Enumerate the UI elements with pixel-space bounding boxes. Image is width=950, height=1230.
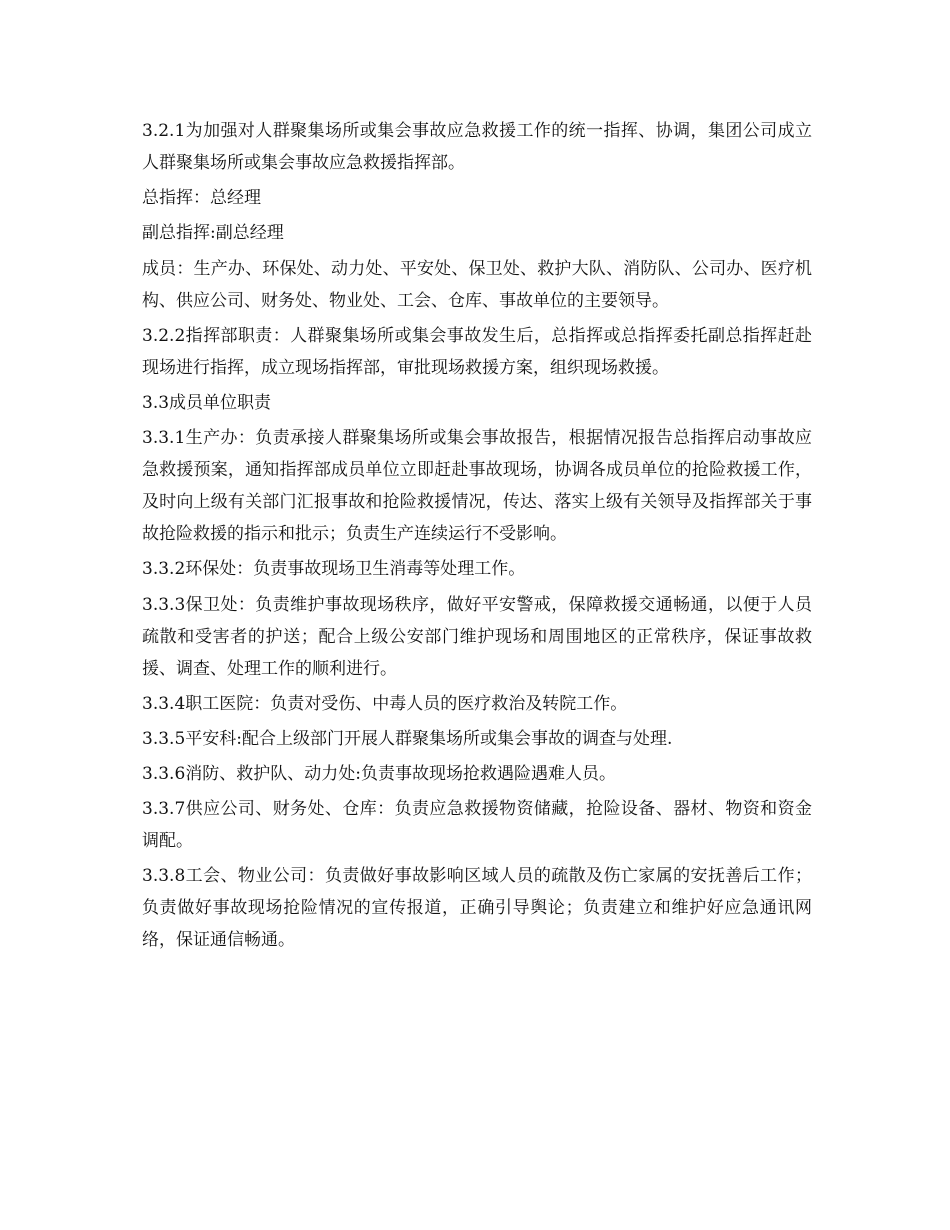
paragraph-commander: 总指挥：总经理 (142, 188, 261, 209)
paragraph-3-2-1: 3.2.1为加强对人群聚集场所或集会事故应急救援工作的统一指挥、协调，集团公司成立人群聚集场所或集会事故应急救援指挥部。 (142, 121, 812, 173)
paragraph-3-3-2: 3.3.2环保处：负责事故现场卫生消毒等处理工作。 (142, 559, 526, 580)
paragraph-3-3-1: 3.3.1生产办：负责承接人群聚集场所或集会事故报告，根据情况报告总指挥启动事故应急救援预案，通知指挥部成员单位立即赶赴事故现场，协调各成员单位的抢险救援工作，及时向上级有关部门汇报事故和抢险救援情况，传达、落实上级有关领导及指挥部关于事故抢险救援的指示和批示；负责生产连续运行不受影响。 (142, 428, 812, 545)
paragraph-3-3-4: 3.3.4职工医院：负责对受伤、中毒人员的医疗救治及转院工作。 (142, 693, 628, 714)
paragraph-members: 成员：生产办、环保处、动力处、平安处、保卫处、救护大队、消防队、公司办、医疗机构、供应公司、财务处、物业处、工会、仓库、事故单位的主要领导。 (142, 258, 812, 311)
paragraph-deputy-commander: 副总指挥:副总经理 (142, 223, 284, 244)
section-heading-3-3: 3.3成员单位职责 (142, 392, 272, 413)
paragraph-3-3-8: 3.3.8工会、物业公司：负责做好事故影响区域人员的疏散及伤亡家属的安抚善后工作；负责做好事故现场抢险情况的宣传报道，正确引导舆论；负责建立和维护好应急通讯网络，保证通信畅通。 (142, 866, 812, 951)
paragraph-3-3-7: 3.3.7供应公司、财务处、仓库：负责应急救援物资储藏，抢险设备、器材、物资和资金调配。 (142, 799, 812, 852)
document-body (142, 115, 812, 960)
paragraph-3-3-3: 3.3.3保卫处：负责维护事故现场秩序，做好平安警戒，保障救援交通畅通，以便于人员疏散和受害者的护送；配合上级公安部门维护现场和周围地区的正常秩序，保证事故救援、调查、处理工作的顺利进行。 (142, 594, 812, 679)
paragraph-3-2-2: 3.2.2指挥部职责：人群聚集场所或集会事故发生后，总指挥或总指挥委托副总指挥赶赴现场进行指挥，成立现场指挥部，审批现场救援方案，组织现场救援。 (142, 325, 812, 378)
paragraph-3-3-6: 3.3.6消防、救护队、动力处:负责事故现场抢救遇险遇难人员。 (142, 764, 616, 785)
paragraph-3-3-5: 3.3.5平安科:配合上级部门开展人群聚集场所或集会事故的调查与处理. (142, 728, 673, 749)
